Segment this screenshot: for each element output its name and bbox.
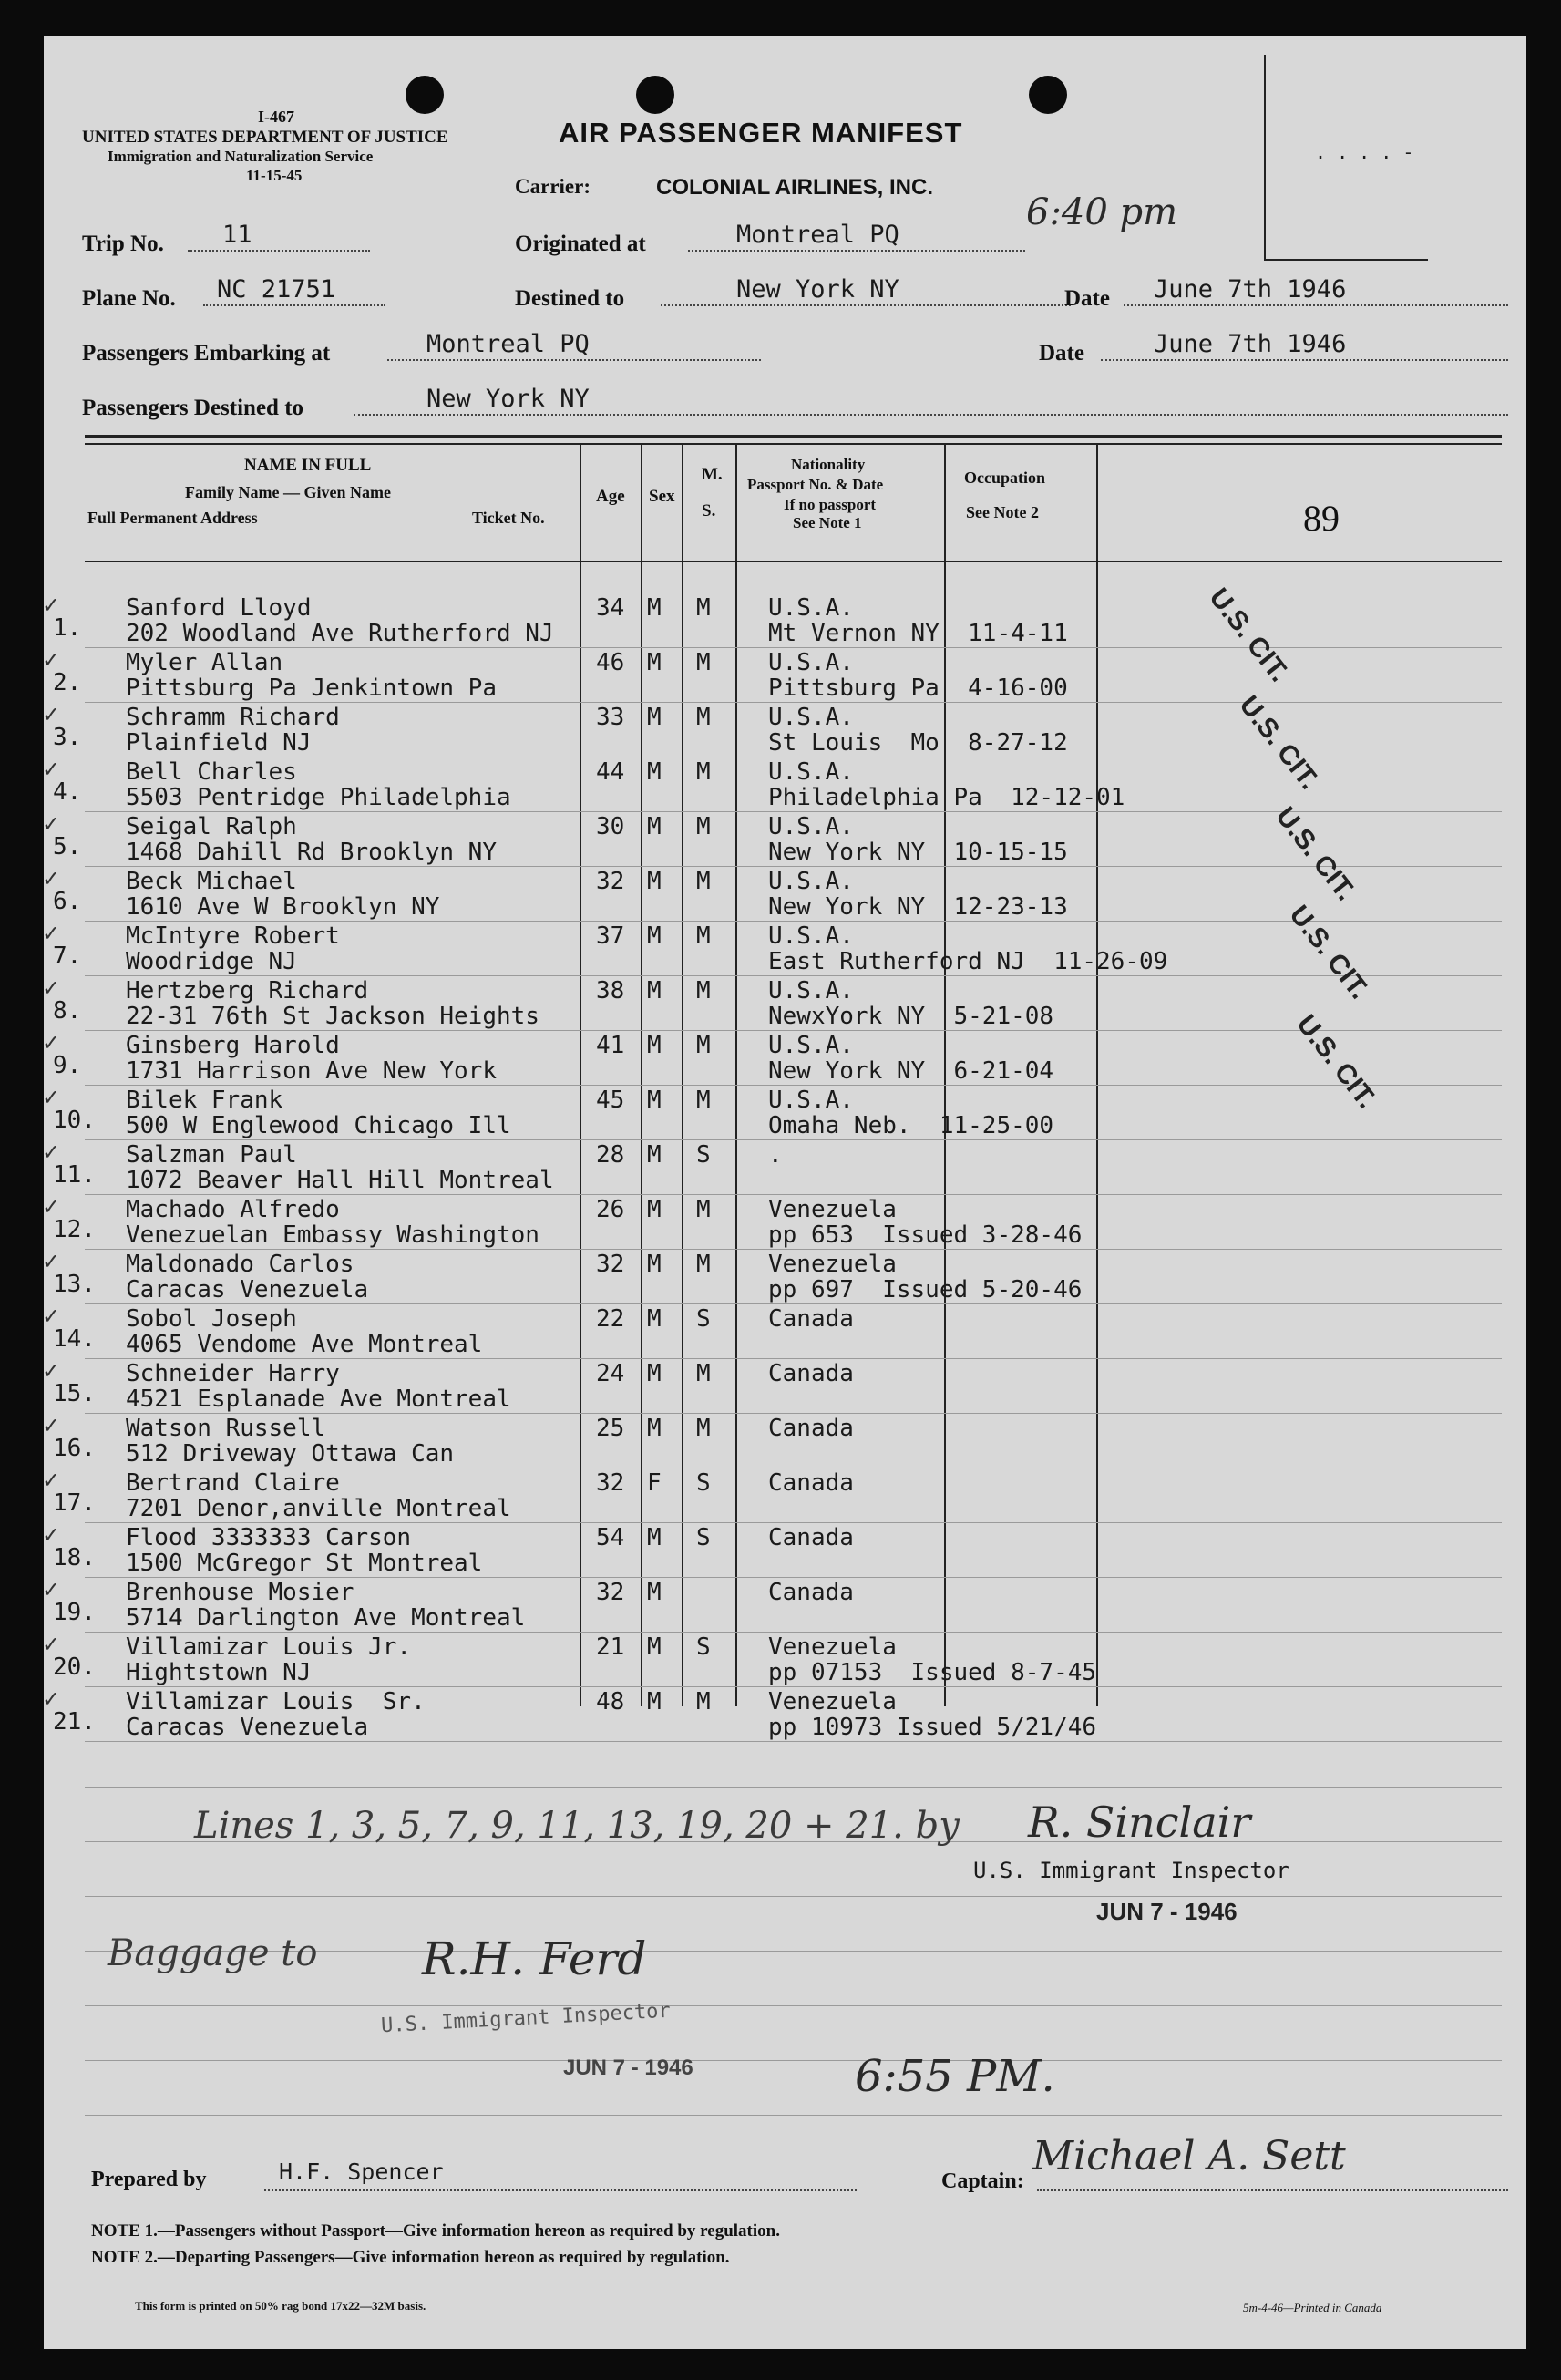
th-occupation: Occupation [964,469,1046,487]
prepared-dotline [264,2189,857,2191]
checkmark-icon: ✓ [42,921,61,946]
th-ms-1: M. [702,465,723,484]
carrier-label: Carrier: [515,175,591,198]
inspector-signature-1: R. Sinclair [1028,1798,1251,1847]
originated-dotline [688,250,1025,252]
passenger-sex: M [647,868,662,895]
originated-value: Montreal PQ [736,221,899,249]
embarking-value: Montreal PQ [426,330,590,358]
passenger-marital-status: M [696,594,711,622]
form-date: 11-15-45 [246,167,303,184]
sig-rule-3 [85,1896,1502,1897]
passenger-nationality: U.S.A. [768,922,854,950]
row-rule [85,1194,1502,1195]
passenger-nationality: Canada [768,1360,854,1387]
passenger-marital-status: M [696,704,711,731]
corner-box-left [1264,55,1266,260]
passenger-sex: M [647,649,662,676]
trip-label: Trip No. [82,232,164,256]
us-cit-stamp: U.S. CIT. [1283,900,1375,1005]
passenger-name: Brenhouse Mosier [126,1579,354,1606]
passenger-name: Seigal Ralph [126,813,297,840]
date-dotline-1 [1124,304,1508,306]
passenger-name: Schramm Richard [126,704,340,731]
date-dotline-2 [1101,359,1508,361]
destined-label: Destined to [515,286,625,311]
checkmark-icon: ✓ [42,757,61,782]
print-info: 5m-4-46—Printed in Canada [1243,2301,1382,2314]
passenger-address: Woodridge NJ [126,948,297,975]
manifest-sheet [44,36,1526,2349]
row-rule [85,1413,1502,1414]
note-1: NOTE 1.—Passengers without Passport—Give information hereon as required by regulation. [91,2221,780,2241]
passenger-address: 4065 Vendome Ave Montreal [126,1331,483,1358]
passenger-address: Hightstown NJ [126,1659,312,1686]
passenger-name: Hertzberg Richard [126,977,369,1005]
passenger-name: Ginsberg Harold [126,1032,340,1059]
passenger-nationality: U.S.A. [768,977,854,1005]
originated-label: Originated at [515,232,646,256]
passenger-passport: pp 653 Issued 3-28-46 [768,1221,1083,1249]
passenger-marital-status: M [696,1415,711,1442]
passenger-address: Plainfield NJ [126,729,312,757]
checkmark-icon: ✓ [42,1632,61,1657]
passenger-marital-status: M [696,1688,711,1715]
row-number: 3. [53,724,82,751]
checkmark-icon: ✓ [42,592,61,618]
passenger-marital-status: M [696,1032,711,1059]
passenger-name: Maldonado Carlos [126,1251,354,1278]
destined-to-value: New York NY [426,385,590,413]
col-sep-age [641,444,642,1706]
passenger-address: 22-31 76th St Jackson Heights [126,1003,539,1030]
row-number: 2. [53,669,82,696]
row-rule [85,1139,1502,1140]
passenger-name: Villamizar Louis Jr. [126,1633,412,1661]
passenger-sex: M [647,1360,662,1387]
passenger-marital-status: M [696,813,711,840]
trip-dotline [188,250,370,252]
passenger-name: Villamizar Louis Sr. [126,1688,426,1715]
passenger-sex: M [647,1196,662,1223]
passenger-nationality: U.S.A. [768,868,854,895]
inspector-title-2: U.S. Immigrant Inspector [380,1999,672,2038]
passenger-nationality: U.S.A. [768,704,854,731]
passenger-nationality: Venezuela [768,1688,897,1715]
passenger-age: 48 [596,1688,625,1715]
passenger-name: Schneider Harry [126,1360,340,1387]
col-sep-name [580,444,581,1706]
passenger-passport: New York NY 12-23-13 [768,893,1068,921]
th-ticket: Ticket No. [472,509,545,527]
checkmark-icon: ✓ [42,1303,61,1329]
passenger-passport: East Rutherford NJ 11-26-09 [768,948,1168,975]
passenger-address: 4521 Esplanade Ave Montreal [126,1386,511,1413]
row-rule [85,1303,1502,1304]
row-number: 19. [53,1599,96,1626]
passenger-age: 24 [596,1360,625,1387]
passenger-passport: New York NY 6-21-04 [768,1057,1054,1085]
passenger-marital-status: M [696,977,711,1005]
checkmark-icon: ✓ [42,1413,61,1438]
passenger-passport: Pittsburg Pa 4-16-00 [768,675,1068,702]
row-number: 4. [53,778,82,806]
passenger-nationality: U.S.A. [768,813,854,840]
punch-hole-right [1029,76,1067,114]
passenger-address: Caracas Venezuela [126,1276,369,1303]
th-nationality: Nationality [791,456,866,473]
passenger-name: Beck Michael [126,868,297,895]
passenger-nationality: Venezuela [768,1196,897,1223]
passenger-sex: M [647,813,662,840]
passenger-marital-status: M [696,922,711,950]
passenger-age: 37 [596,922,625,950]
row-rule [85,866,1502,867]
row-number: 7. [53,943,82,970]
row-number: 18. [53,1544,96,1571]
passenger-passport: New York NY 10-15-15 [768,839,1068,866]
passenger-marital-status: S [696,1524,711,1551]
date-label-2: Date [1039,341,1084,366]
passenger-nationality: . [768,1141,783,1169]
row-rule [85,1686,1502,1687]
checkmark-icon: ✓ [42,1085,61,1110]
row-number: 9. [53,1052,82,1079]
department-name: UNITED STATES DEPARTMENT OF JUSTICE [82,128,448,147]
passenger-sex: M [647,1524,662,1551]
passenger-nationality: Venezuela [768,1633,897,1661]
col-sep-ms [735,444,737,1706]
passenger-age: 32 [596,1469,625,1497]
passenger-address: 1468 Dahill Rd Brooklyn NY [126,839,497,866]
checkmark-icon: ✓ [42,1577,61,1602]
passenger-age: 41 [596,1032,625,1059]
handwritten-time-1: 6:40 pm [1026,191,1178,233]
row-rule [85,647,1502,648]
row-number: 1. [53,614,82,642]
passenger-age: 25 [596,1415,625,1442]
captain-label: Captain: [941,2169,1024,2193]
passenger-address: Venezuelan Embassy Washington [126,1221,539,1249]
row-number: 11. [53,1161,96,1189]
passenger-age: 46 [596,649,625,676]
passenger-age: 38 [596,977,625,1005]
passenger-age: 45 [596,1087,625,1114]
passenger-marital-status: M [696,1251,711,1278]
row-rule [85,1741,1502,1742]
form-number: I-467 [258,108,294,126]
th-age: Age [596,487,625,506]
sig-rule-6 [85,2060,1502,2061]
table-top-rule-2 [85,443,1502,445]
passenger-marital-status: M [696,758,711,786]
sig-rule-1 [85,1787,1502,1788]
th-no-passport: If no passport [784,496,877,513]
row-number: 20. [53,1654,96,1681]
passenger-sex: M [647,1579,662,1606]
passenger-sex: M [647,1032,662,1059]
handwritten-baggage-note: Baggage to [108,1932,318,1974]
passenger-sex: M [647,1305,662,1333]
checkmark-icon: ✓ [42,866,61,891]
destined-to-label: Passengers Destined to [82,396,304,420]
service-name: Immigration and Naturalization Service [108,148,374,165]
row-number: 14. [53,1325,96,1353]
passenger-name: Sanford Lloyd [126,594,312,622]
date-value-1: June 7th 1946 [1154,275,1347,304]
passenger-passport: pp 697 Issued 5-20-46 [768,1276,1083,1303]
checkmark-icon: ✓ [42,702,61,727]
passenger-nationality: U.S.A. [768,1032,854,1059]
passenger-sex: M [647,758,662,786]
passenger-sex: M [647,977,662,1005]
plane-dotline [203,304,385,306]
passenger-address: 512 Driveway Ottawa Can [126,1440,455,1468]
passenger-age: 32 [596,1579,625,1606]
embarking-label: Passengers Embarking at [82,341,331,366]
passenger-marital-status: S [696,1633,711,1661]
captain-dotline [1037,2189,1508,2191]
passenger-address: 5503 Pentridge Philadelphia [126,784,511,811]
row-number: 15. [53,1380,96,1407]
passenger-age: 28 [596,1141,625,1169]
passenger-sex: M [647,594,662,622]
row-number: 21. [53,1708,96,1736]
passenger-name: Bell Charles [126,758,297,786]
row-number: 5. [53,833,82,860]
passenger-marital-status: S [696,1305,711,1333]
us-cit-stamp: U.S. CIT. [1290,1009,1382,1115]
carrier-value: COLONIAL AIRLINES, INC. [656,175,934,200]
passenger-marital-status: M [696,868,711,895]
checkmark-icon: ✓ [42,1522,61,1548]
passenger-address: 1731 Harrison Ave New York [126,1057,497,1085]
passenger-name: Bilek Frank [126,1087,283,1114]
destined-dotline [661,304,1071,306]
passenger-name: Watson Russell [126,1415,326,1442]
date-value-2: June 7th 1946 [1154,330,1347,358]
passenger-nationality: Canada [768,1579,854,1606]
us-cit-stamp: U.S. CIT. [1233,690,1325,796]
inspector-signature-2: R.H. Ferd [422,1932,647,1985]
page-count: 89 [1303,498,1340,539]
paper-spec: This form is printed on 50% rag bond 17x22—32M basis. [135,2299,426,2313]
destined-value: New York NY [736,275,899,304]
passenger-nationality: U.S.A. [768,594,854,622]
punch-hole-left [406,76,444,114]
row-number: 10. [53,1107,96,1134]
passenger-name: Myler Allan [126,649,283,676]
passenger-age: 21 [596,1633,625,1661]
destined-to-dotline [354,414,1508,416]
row-rule [85,975,1502,976]
corner-box-bottom [1264,259,1428,261]
row-rule [85,1249,1502,1250]
row-number: 8. [53,997,82,1025]
checkmark-icon: ✓ [42,647,61,673]
passenger-address: 500 W Englewood Chicago Ill [126,1112,511,1139]
passenger-age: 33 [596,704,625,731]
passenger-address: 5714 Darlington Ave Montreal [126,1604,526,1632]
checkmark-icon: ✓ [42,1249,61,1274]
th-name: NAME IN FULL [244,456,372,475]
table-header-rule [85,561,1502,562]
embarking-dotline [387,359,761,361]
row-number: 16. [53,1435,96,1462]
passenger-sex: M [647,1415,662,1442]
row-rule [85,1522,1502,1523]
checkmark-icon: ✓ [42,1194,61,1220]
th-passport: Passport No. & Date [747,476,884,493]
passenger-nationality: Venezuela [768,1251,897,1278]
passenger-age: 22 [596,1305,625,1333]
inspector-title-1: U.S. Immigrant Inspector [973,1858,1289,1883]
prepared-by-value: H.F. Spencer [279,2158,444,2185]
punch-hole-center [636,76,674,114]
th-address: Full Permanent Address [87,509,258,527]
checkmark-icon: ✓ [42,1468,61,1493]
passenger-passport: Philadelphia Pa 12-12-01 [768,784,1125,811]
passenger-marital-status: M [696,649,711,676]
note-2: NOTE 2.—Departing Passengers—Give information hereon as required by regulation. [91,2248,730,2267]
sig-rule-7 [85,2115,1502,2116]
checkmark-icon: ✓ [42,1139,61,1165]
passenger-sex: M [647,922,662,950]
plane-value: NC 21751 [217,275,336,304]
passenger-nationality: U.S.A. [768,758,854,786]
passenger-address: 1072 Beaver Hall Hill Montreal [126,1167,554,1194]
passenger-name: Bertrand Claire [126,1469,340,1497]
passenger-name: Machado Alfredo [126,1196,340,1223]
passenger-age: 34 [596,594,625,622]
checkmark-icon: ✓ [42,1030,61,1056]
passenger-age: 30 [596,813,625,840]
passenger-passport: pp 07153 Issued 8-7-45 [768,1659,1097,1686]
row-rule [85,1085,1502,1086]
passenger-age: 54 [596,1524,625,1551]
checkmark-icon: ✓ [42,1686,61,1712]
checkmark-icon: ✓ [42,1358,61,1384]
passenger-name: McIntyre Robert [126,922,340,950]
row-number: 17. [53,1489,96,1517]
passenger-passport: pp 10973 Issued 5/21/46 [768,1714,1097,1741]
passenger-marital-status: M [696,1196,711,1223]
row-rule [85,1577,1502,1578]
th-ms-2: S. [702,501,716,520]
passenger-address: Caracas Venezuela [126,1714,369,1741]
passenger-nationality: U.S.A. [768,1087,854,1114]
passenger-age: 32 [596,868,625,895]
passenger-passport: NewxYork NY 5-21-08 [768,1003,1054,1030]
plane-label: Plane No. [82,286,176,311]
passenger-address: 1500 McGregor St Montreal [126,1550,483,1577]
passenger-marital-status: M [696,1087,711,1114]
passenger-name: Sobol Joseph [126,1305,297,1333]
passenger-nationality: Canada [768,1469,854,1497]
passenger-marital-status: S [696,1141,711,1169]
table-top-rule [85,435,1502,438]
us-cit-stamp: U.S. CIT. [1269,801,1361,907]
passenger-sex: M [647,1251,662,1278]
passenger-age: 44 [596,758,625,786]
passenger-passport: Mt Vernon NY 11-4-11 [768,620,1068,647]
th-note-2: See Note 2 [966,503,1039,521]
passenger-address: Pittsburg Pa Jenkintown Pa [126,675,497,702]
th-sex: Sex [649,487,675,506]
passenger-name: Salzman Paul [126,1141,297,1169]
passenger-marital-status: M [696,1360,711,1387]
row-number: 12. [53,1216,96,1243]
corner-dashes: . . . . - [1315,141,1414,163]
th-note-1: See Note 1 [793,514,862,531]
sig-rule-5 [85,2005,1502,2006]
trip-value: 11 [222,221,252,249]
passenger-age: 26 [596,1196,625,1223]
checkmark-icon: ✓ [42,975,61,1001]
passenger-nationality: Canada [768,1305,854,1333]
passenger-name: Flood 3333333 Carson [126,1524,412,1551]
passenger-address: 1610 Ave W Brooklyn NY [126,893,440,921]
handwritten-lines-note: Lines 1, 3, 5, 7, 9, 11, 13, 19, 20 + 21. by [194,1805,960,1847]
col-sep-occ [1096,444,1098,1706]
passenger-nationality: Canada [768,1415,854,1442]
row-number: 13. [53,1271,96,1298]
passenger-sex: F [647,1469,662,1497]
row-rule [85,702,1502,703]
checkmark-icon: ✓ [42,811,61,837]
passenger-nationality: Canada [768,1524,854,1551]
date-label-1: Date [1064,286,1110,311]
th-name-sub: Family Name — Given Name [185,483,391,501]
passenger-age: 32 [596,1251,625,1278]
passenger-passport: St Louis Mo 8-27-12 [768,729,1068,757]
passenger-marital-status: S [696,1469,711,1497]
row-rule [85,1632,1502,1633]
captain-signature: Michael A. Sett [1032,2133,1346,2179]
row-rule [85,1030,1502,1031]
passenger-sex: M [647,1141,662,1169]
passenger-sex: M [647,1633,662,1661]
passenger-address: 202 Woodland Ave Rutherford NJ [126,620,554,647]
passenger-sex: M [647,1087,662,1114]
inspector-date-2: JUN 7 - 1946 [563,2055,693,2080]
us-cit-stamp: U.S. CIT. [1203,582,1295,688]
passenger-sex: M [647,1688,662,1715]
passenger-passport: Omaha Neb. 11-25-00 [768,1112,1054,1139]
passenger-sex: M [647,704,662,731]
passenger-address: 7201 Denor,anville Montreal [126,1495,511,1522]
inspector-date-1: JUN 7 - 1946 [1096,1898,1238,1925]
row-rule [85,1358,1502,1359]
col-sep-sex [682,444,683,1706]
prepared-by-label: Prepared by [91,2168,207,2191]
passenger-nationality: U.S.A. [768,649,854,676]
row-number: 6. [53,888,82,915]
manifest-title: AIR PASSENGER MANIFEST [559,117,963,149]
handwritten-time-2: 6:55 PM. [855,2051,1055,2102]
